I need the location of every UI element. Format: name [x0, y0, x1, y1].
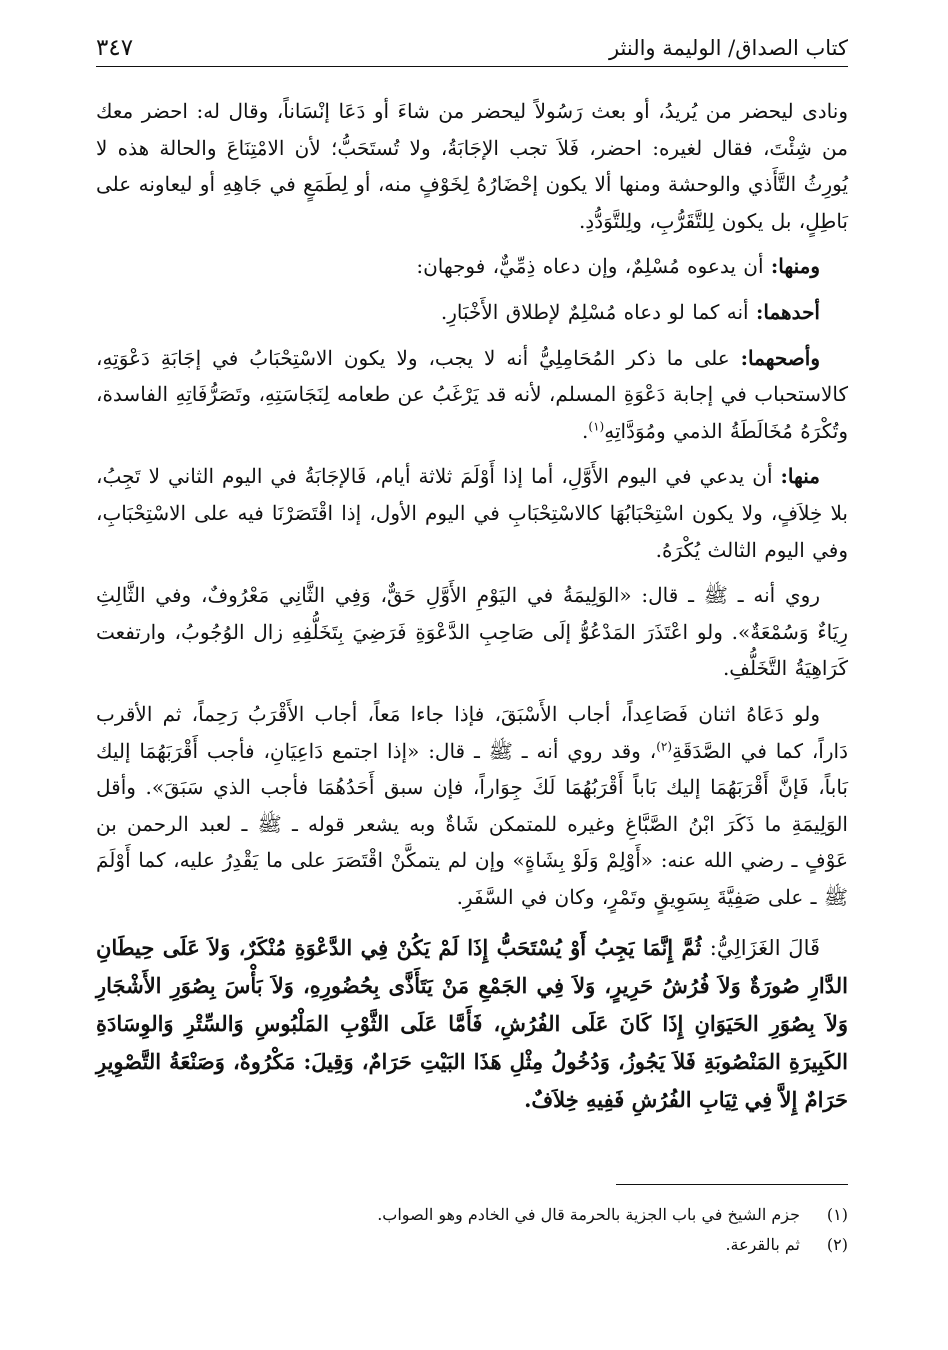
- footnote: [96, 1230, 848, 1260]
- paragraph-text: ولو دَعَاهُ اثنان فَصَاعِداً، أجاب الأَسْبَقَ، فإذا جاءا مَعاً، أجاب الأَقْرَبُ رَحِماً، ثم الأقرب دَاراً، كما في الصَّدَقَةِ: [96, 701, 848, 763]
- footnote-text: ثم بالقرعة.: [725, 1235, 800, 1254]
- paragraph-text: أن يدعوه مُسْلِمٌ، وإن دعاه ذِمِّيٌّ، فوجهان:: [416, 254, 771, 279]
- page-number: ٣٤٧: [96, 35, 134, 61]
- paragraph-lead: منها:: [780, 464, 820, 489]
- matn-lead: قَالَ الغَزَالِيُّ:: [709, 936, 821, 961]
- paragraph-tail: .: [582, 418, 589, 443]
- footnote-number: (١): [826, 1205, 848, 1224]
- running-header: [96, 28, 848, 67]
- main-text: [96, 93, 848, 1119]
- running-title: كتاب الصداق/ الوليمة والنثر: [608, 36, 848, 60]
- footnote-text: جزم الشيخ في باب الجزية بالحرمة قال في الخادم وهو الصواب.: [377, 1205, 800, 1224]
- footnote-number: (٢): [826, 1235, 848, 1254]
- paragraph: [96, 696, 848, 916]
- paragraph-lead: وأصحهما:: [740, 345, 820, 370]
- paragraph-tail: ، وقد روي أنه ـ ﷺ ـ قال: «إذا اجتمع دَاعِيَانِ، فأجب أَقْرَبَهُمَا إليك بَاباً، فَإنَّ أَقْرَبَهُمَا إليك بَاباً أَقْرَبُهُمَا لَكَ جِوَاراً، فإن سبق أَحَدُهُمَا فأجب الذي سَبَقَ». وأقل الوَلِيمَةِ ما ذَكَرَ ابْنُ الصَّبَّاغِ وغيره للمتمكن شَاةٌ وبه يشعر قوله ـ ﷺ ـ لعبد الرحمن بن عَوْفٍ ـ رضي الله عنه: «أَوْلِمْ وَلَوْ بِشَاةٍ» وإن لم يتمكَّنْ اقْتَصَرَ على ما يَقْدِرُ عليه، كما أَوْلَمَ ﷺ ـ على صَفِيَّةَ بِسَوِيقٍ وتَمْرٍ، وكان في السَّفَرِ.: [96, 738, 848, 909]
- matn-paragraph: [96, 929, 848, 1119]
- paragraph-lead: ومنها:: [770, 254, 820, 279]
- paragraph-text: أنه كما لو دعاه مُسْلِمٌ لإطلاق الأَخْبَارِ.: [440, 299, 756, 324]
- paragraph-text: على ما ذكر المُحَامِلِيُّ أنه لا يجب، ولا يكون الاسْتِحْبَابُ في إجَابَةِ دَعْوَتِهِ، كالاستحباب في إجابة دَعْوَةِ المسلم، لأنه قد يَرْغَبُ عن طعامه لِنَجَاسَتِهِ، وتَصَرُّفَاتِهِ الفاسدة، وتُكْرَهُ مُخَالَطَةُ الذمي ومُوَدَّاتِهِ: [96, 345, 848, 443]
- paragraph: [96, 340, 848, 450]
- footnote-reference[interactable]: (٢): [656, 738, 673, 753]
- paragraph: [96, 294, 848, 331]
- footnote: [96, 1200, 848, 1230]
- paragraph-text: روي أنه ـ ﷺ ـ قال: «الوَلِيمَةُ في اليَوْمِ الأَوَّلِ حَقٌّ، وَفِي الثَّانِي مَعْرُوفٌ، وفي الثَّالِثِ رِيَاءٌ وَسُمْعَةٌ». ولو اعْتَذَرَ المَدْعُوُّ إلَى صَاحِبِ الدَّعْوَةِ فَرَضِيَ بِتَخَلُّفِهِ زال الوُجُوبُ، وارتفعت كَرَاهِيَةُ التَّخَلُّفِ.: [96, 583, 848, 681]
- book-page: [96, 28, 848, 1328]
- footnotes: [96, 1200, 848, 1260]
- footnote-divider: [616, 1184, 848, 1185]
- paragraph-lead: أحدهما:: [755, 299, 820, 324]
- paragraph-text: ونادى ليحضر من يُريدُ، أو بعث رَسُولاً ليحضر من شاءَ أو دَعَا إنْسَاناً، وقال له: احضر معك من شِئْتَ، فقال لغيره: احضر، فَلاَ تجب الإجَابَةُ، ولا تُستَحَبُّ؛ لأن الامْتِنَاعَ والحالة هذه لا يُورِثُ التَّأَذي والوحشة ومنها ألا يكون إحْضَارُهُ لِخَوْفٍ منه، أو لِطَمَعٍ في جَاهِهِ أو ليعاونه على بَاطِلٍ، بل يكون لِلتَّقَرُّبِ، ولِلتَّوَدُّدِ.: [96, 99, 848, 233]
- paragraph: [96, 458, 848, 568]
- matn-text: ثُمَّ إِنَّمَا يَجِبُ أَوْ يُسْتَحَبُّ إِذَا لَمْ يَكُنْ فِي الدَّعْوَةِ مُنْكَرٌ، وَلاَ عَلَى حِيطَانِ الدَّارِ صُورَةٌ وَلاَ فُرُشُ حَرِيرٍ، وَلاَ فِي الجَمْعِ مَنْ يَتَأَذَّى بِحُضُورِهِ، وَلاَ بَأْسَ بِصُوَرِ الأَشْجَارِ وَلاَ بِصُوَرِ الحَيَوَانِ إِذَا كَانَ عَلَى الفُرُشِ، فَأَمَّا عَلَى الثَّوْبِ المَلْبُوسِ وَالسِّتْرِ وَالوِسَادَةِ الكَبِيرَةِ المَنْصُوبَةِ فَلاَ يَجُوزُ، وَدُخُولُ مِثْلِ هَذَا البَيْتِ حَرَامٌ، وَقِيلَ: مَكْرُوهٌ، وَصَنْعَةُ التَّصْوِيرِ حَرَامٌ إِلاَّ فِي ثِيَابِ الفُرُشِ فَفِيهِ خِلاَفٌ.: [96, 935, 848, 1113]
- paragraph: [96, 577, 848, 687]
- paragraph: [96, 248, 848, 285]
- paragraph-text: أن يدعي في اليوم الأَوَّلِ، أما إذا أَوْلَمَ ثلاثة أيام، فَالإجَابَةُ في اليوم الثاني لا تَجِبُ، بلا خِلاَفٍ، ولا يكون اسْتِحْبَابُهَا كالاسْتِحْبَابِ في اليوم الأول، إذا اقْتَصَرْنَا فيه على الاسْتِحْبَابِ، وفي اليوم الثالث يُكْرَهُ.: [96, 464, 848, 562]
- footnote-reference[interactable]: (١): [588, 419, 605, 434]
- paragraph: [96, 93, 848, 239]
